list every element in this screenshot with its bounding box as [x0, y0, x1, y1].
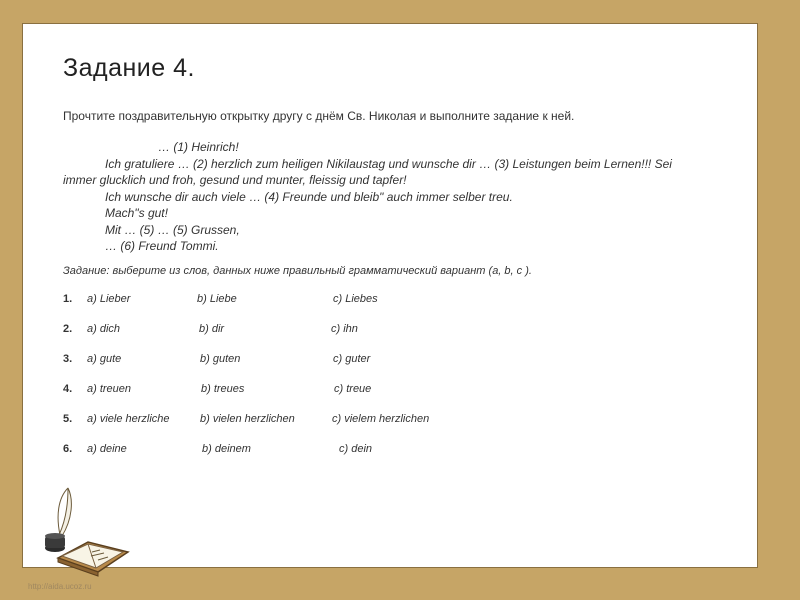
task-text: Задание: выберите из слов, данных ниже правильный грамматический вариант (a, b, c ). [63, 265, 532, 277]
option-b: b) dir [199, 323, 225, 335]
letter-line: Mach"s gut! [105, 206, 168, 220]
option-c: c) Liebes [333, 293, 378, 305]
option-a: a) treuen [87, 383, 132, 395]
option-b: b) deinem [202, 443, 251, 455]
letter-line: Ich gratuliere … (2) herzlich zum heiligen Nikilaustag und wunsche dir … (3) Leistungen beim Lernen!!! Sei [105, 156, 672, 171]
page-title: Задание 4. [63, 54, 195, 82]
letter-text [63, 139, 753, 255]
option-number: 1. [63, 293, 73, 305]
option-c: c) dein [339, 443, 373, 455]
letter-line: Ich wunsche dir auch viele … (4) Freunde und bleib" auch immer selber treu. [105, 189, 513, 204]
book-and-quill-icon [28, 480, 138, 580]
option-b: b) guten [200, 353, 241, 365]
watermark: http://aida.ucoz.ru [28, 582, 92, 591]
option-number: 6. [63, 443, 73, 455]
option-c: c) vielem herzlichen [332, 413, 430, 425]
option-b: b) treues [201, 383, 245, 395]
option-c: c) treue [334, 383, 372, 395]
option-a: a) deine [87, 443, 127, 455]
letter-line: immer glucklich und froh, gesund und munter, fleissig und tapfer! [63, 173, 407, 187]
option-a: a) Lieber [87, 293, 131, 305]
option-b: b) vielen herzlichen [200, 413, 295, 425]
option-number: 5. [63, 413, 73, 425]
option-number: 3. [63, 353, 73, 365]
option-number: 4. [63, 383, 73, 395]
option-b: b) Liebe [197, 293, 237, 305]
option-a: a) gute [87, 353, 122, 365]
letter-line: … (1) Heinrich! [158, 140, 239, 154]
option-c: c) guter [333, 353, 371, 365]
letter-line: Mit … (5) … (5) Grussen, [105, 222, 240, 237]
option-a: a) viele herzliche [87, 413, 170, 425]
intro-text: Прочтите поздравительную открытку другу с днём Св. Николая и выполните задание к ней. [63, 109, 575, 123]
letter-line: … (6) Freund Tommi. [105, 239, 219, 253]
option-a: a) dich [87, 323, 121, 335]
option-number: 2. [63, 323, 73, 335]
option-c: c) ihn [331, 323, 358, 335]
